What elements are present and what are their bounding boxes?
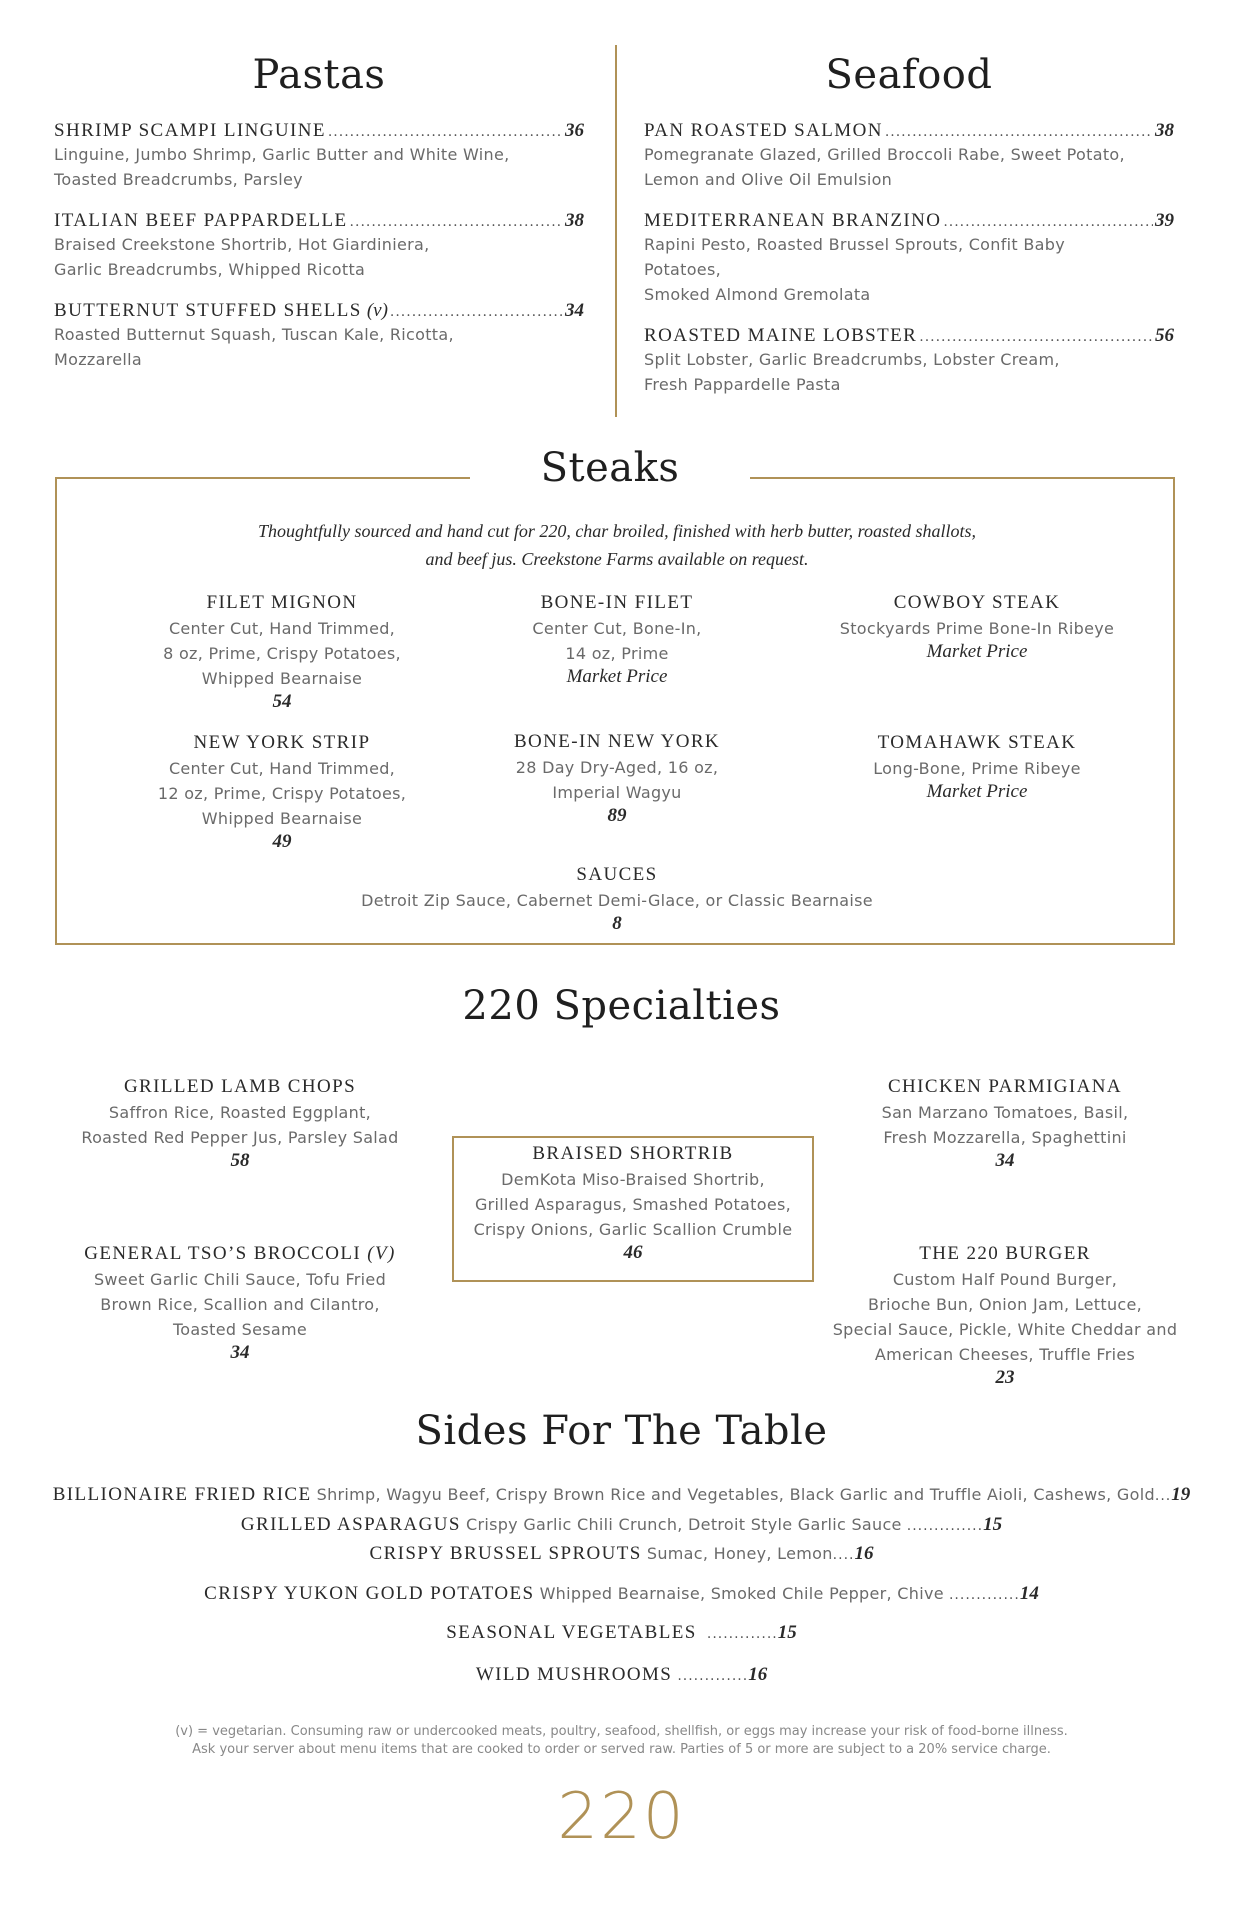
item-description: Detroit Zip Sauce, Cabernet Demi-Glace, or Classic Bearnaise — [361, 891, 873, 910]
specialty-item — [825, 1243, 1185, 1389]
sauces-item — [297, 864, 937, 935]
item-price: 34 — [565, 300, 584, 321]
side-item — [0, 1581, 1243, 1606]
item-description: Roasted Red Pepper Jus, Parsley Salad — [81, 1128, 399, 1147]
item-price: Market Price — [926, 641, 1028, 662]
item-description: Smoked Almond Gremolata — [644, 285, 871, 304]
steak-item — [112, 732, 452, 853]
item-name: SEASONAL VEGETABLES — [446, 1622, 697, 1643]
item-price: 15 — [777, 1622, 797, 1643]
steak-item — [447, 731, 787, 827]
item-description: Crispy Garlic Chili Crunch, Detroit Style Garlic Sauce — [465, 1515, 902, 1534]
pastas-section — [54, 52, 584, 390]
item-description: Special Sauce, Pickle, White Cheddar and — [832, 1320, 1178, 1339]
item-name-text: GENERAL TSO’S BROCCOLI — [84, 1243, 362, 1264]
steak-item — [807, 592, 1147, 663]
steaks-section — [55, 477, 1175, 945]
dot-leader — [943, 214, 1153, 230]
item-description: American Cheeses, Truffle Fries — [874, 1345, 1136, 1364]
dot-leader — [328, 124, 563, 140]
menu-item — [54, 300, 584, 372]
item-price: 38 — [1155, 120, 1174, 141]
item-name: BONE-IN NEW YORK — [513, 731, 721, 752]
item-description: Roasted Butternut Squash, Tuscan Kale, Ricotta, — [54, 325, 454, 344]
item-description: Saffron Rice, Roasted Eggplant, — [108, 1103, 372, 1122]
specialties-title: 220 Specialties — [462, 983, 781, 1029]
item-name: BILLIONAIRE FRIED RICE — [52, 1484, 312, 1505]
item-name: ITALIAN BEEF PAPPARDELLE — [54, 210, 348, 231]
item-price: 38 — [565, 210, 584, 231]
item-description: Linguine, Jumbo Shrimp, Garlic Butter and White Wine, — [54, 145, 510, 164]
dot-leader — [919, 329, 1153, 345]
vegetarian-tag: (V) — [367, 1243, 396, 1264]
column-divider — [615, 45, 617, 417]
item-name: BUTTERNUT STUFFED SHELLS — [54, 300, 362, 321]
item-name: CRISPY YUKON GOLD POTATOES — [204, 1583, 535, 1604]
item-name: WILD MUSHROOMS — [475, 1664, 673, 1685]
seafood-title: Seafood — [825, 52, 993, 98]
item-price: 46 — [623, 1242, 643, 1263]
sides-title: Sides For The Table — [415, 1408, 828, 1454]
steaks-title: Steaks — [470, 445, 750, 491]
item-price: 8 — [612, 913, 622, 934]
item-price: 49 — [272, 831, 292, 852]
item-description: Brown Rice, Scallion and Cilantro, — [100, 1295, 380, 1314]
item-description: Whipped Bearnaise — [201, 809, 363, 828]
item-price: Market Price — [566, 666, 668, 687]
steaks-intro — [117, 517, 1117, 573]
item-name: THE 220 BURGER — [919, 1243, 1091, 1264]
specialty-item — [60, 1076, 420, 1172]
item-price: 39 — [1155, 210, 1174, 231]
steaks-intro-line: and beef jus. Creekstone Farms available on request. — [425, 549, 809, 569]
item-description: Center Cut, Hand Trimmed, — [168, 759, 396, 778]
dot-leader: ... — [1154, 1488, 1172, 1504]
dot-leader — [350, 214, 563, 230]
item-description: Mozzarella — [54, 350, 142, 369]
item-price: 23 — [995, 1367, 1015, 1388]
item-price: 16 — [854, 1543, 874, 1564]
item-description: DemKota Miso-Braised Shortrib, — [501, 1170, 765, 1189]
item-description: Lemon and Olive Oil Emulsion — [644, 170, 893, 189]
item-name: ROASTED MAINE LOBSTER — [644, 325, 918, 346]
specialty-item — [60, 1243, 420, 1364]
item-description: 14 oz, Prime — [565, 644, 669, 663]
dot-leader: .... — [832, 1547, 855, 1563]
item-description: Long-Bone, Prime Ribeye — [873, 759, 1081, 778]
item-name — [60, 1243, 420, 1265]
item-description: Shrimp, Wagyu Beef, Crispy Brown Rice and Vegetables, Black Garlic and Truffle Aioli, Cashews, Gold — [316, 1485, 1155, 1504]
item-price: Market Price — [926, 781, 1028, 802]
dot-leader: .............. — [906, 1518, 984, 1534]
item-description: Garlic Breadcrumbs, Whipped Ricotta — [54, 260, 366, 279]
dot-leader: ............. — [948, 1587, 1020, 1603]
item-name: FILET MIGNON — [206, 592, 358, 613]
item-name: PAN ROASTED SALMON — [644, 120, 883, 141]
item-description: Sweet Garlic Chili Sauce, Tofu Fried — [93, 1270, 387, 1289]
item-description: Sumac, Honey, Lemon — [646, 1544, 833, 1563]
item-description: Center Cut, Hand Trimmed, — [168, 619, 396, 638]
footnote-line: (v) = vegetarian. Consuming raw or undercooked meats, poultry, seafood, shellfish, or eggs may increase your risk of food-borne illness. — [175, 1724, 1068, 1739]
item-price: 14 — [1019, 1583, 1039, 1604]
menu-item — [54, 120, 584, 192]
item-description: 28 Day Dry-Aged, 16 oz, — [515, 758, 719, 777]
menu-item — [54, 210, 584, 282]
steak-item — [112, 592, 452, 713]
item-description: Whipped Bearnaise — [201, 669, 363, 688]
dot-leader — [390, 304, 563, 320]
item-price: 19 — [1171, 1484, 1191, 1505]
item-description: Toasted Sesame — [172, 1320, 308, 1339]
item-description: 8 oz, Prime, Crispy Potatoes, — [163, 644, 401, 663]
steaks-intro-line: Thoughtfully sourced and hand cut for 220, char broiled, finished with herb butter, roasted shallots, — [258, 521, 976, 541]
item-description: Split Lobster, Garlic Breadcrumbs, Lobster Cream, — [644, 350, 1060, 369]
item-name: COWBOY STEAK — [893, 592, 1061, 613]
item-description: Brioche Bun, Onion Jam, Lettuce, — [867, 1295, 1143, 1314]
item-price: 16 — [748, 1664, 768, 1685]
side-item — [0, 1482, 1243, 1507]
item-description: San Marzano Tomatoes, Basil, — [881, 1103, 1129, 1122]
item-description: Crispy Onions, Garlic Scallion Crumble — [473, 1220, 793, 1239]
item-description: Rapini Pesto, Roasted Brussel Sprouts, Confit Baby Potatoes, — [644, 235, 1065, 279]
item-price: 36 — [565, 120, 584, 141]
specialty-item — [452, 1143, 814, 1264]
item-description: 12 oz, Prime, Crispy Potatoes, — [157, 784, 407, 803]
dot-leader — [885, 124, 1153, 140]
item-name: BRAISED SHORTRIB — [532, 1143, 734, 1164]
item-description: Custom Half Pound Burger, — [892, 1270, 1118, 1289]
item-description: Braised Creekstone Shortrib, Hot Giardiniera, — [54, 235, 430, 254]
side-item — [0, 1664, 1243, 1686]
dot-leader: ............. — [706, 1626, 778, 1642]
item-price: 54 — [272, 691, 292, 712]
footnote-line: Ask your server about menu items that are cooked to order or served raw. Parties of 5 or more are subject to a 20% service charge. — [192, 1742, 1051, 1757]
menu-item — [644, 210, 1174, 307]
item-price: 56 — [1155, 325, 1174, 346]
steak-item — [447, 592, 787, 688]
item-name: SHRIMP SCAMPI LINGUINE — [54, 120, 326, 141]
item-description: Stockyards Prime Bone-In Ribeye — [839, 619, 1115, 638]
item-price: 34 — [230, 1342, 250, 1363]
item-price: 89 — [607, 805, 627, 826]
item-description: Fresh Pappardelle Pasta — [644, 375, 841, 394]
item-name: CRISPY BRUSSEL SPROUTS — [369, 1543, 642, 1564]
item-description: Toasted Breadcrumbs, Parsley — [54, 170, 303, 189]
item-description: Imperial Wagyu — [552, 783, 682, 802]
item-name: CHICKEN PARMIGIANA — [887, 1076, 1123, 1097]
item-description: Center Cut, Bone-In, — [532, 619, 702, 638]
menu-item — [644, 120, 1174, 192]
item-description: Whipped Bearnaise, Smoked Chile Pepper, Chive — [539, 1584, 944, 1603]
item-name: TOMAHAWK STEAK — [877, 732, 1077, 753]
steak-item — [807, 732, 1147, 803]
item-description: Grilled Asparagus, Smashed Potatoes, — [474, 1195, 791, 1214]
item-name: GRILLED LAMB CHOPS — [123, 1076, 357, 1097]
menu-item — [644, 325, 1174, 397]
restaurant-logo: 220 — [557, 1780, 686, 1854]
item-price: 34 — [995, 1150, 1015, 1171]
seafood-section — [644, 52, 1174, 415]
side-item — [0, 1512, 1243, 1537]
side-item — [0, 1541, 1243, 1566]
vegetarian-tag: (v) — [366, 300, 388, 321]
item-description: Pomegranate Glazed, Grilled Broccoli Rabe, Sweet Potato, — [644, 145, 1125, 164]
item-name: MEDITERRANEAN BRANZINO — [644, 210, 942, 231]
side-item — [0, 1622, 1243, 1644]
dot-leader: ............. — [677, 1668, 749, 1684]
item-name: BONE-IN FILET — [540, 592, 694, 613]
footnote — [0, 1723, 1243, 1759]
specialty-item — [835, 1076, 1175, 1172]
item-name: GRILLED ASPARAGUS — [240, 1514, 461, 1535]
item-price: 15 — [983, 1514, 1003, 1535]
item-description: Fresh Mozzarella, Spaghettini — [883, 1128, 1127, 1147]
item-name: NEW YORK STRIP — [193, 732, 371, 753]
item-price: 58 — [230, 1150, 250, 1171]
pastas-title: Pastas — [252, 52, 386, 98]
item-name: SAUCES — [576, 864, 658, 885]
